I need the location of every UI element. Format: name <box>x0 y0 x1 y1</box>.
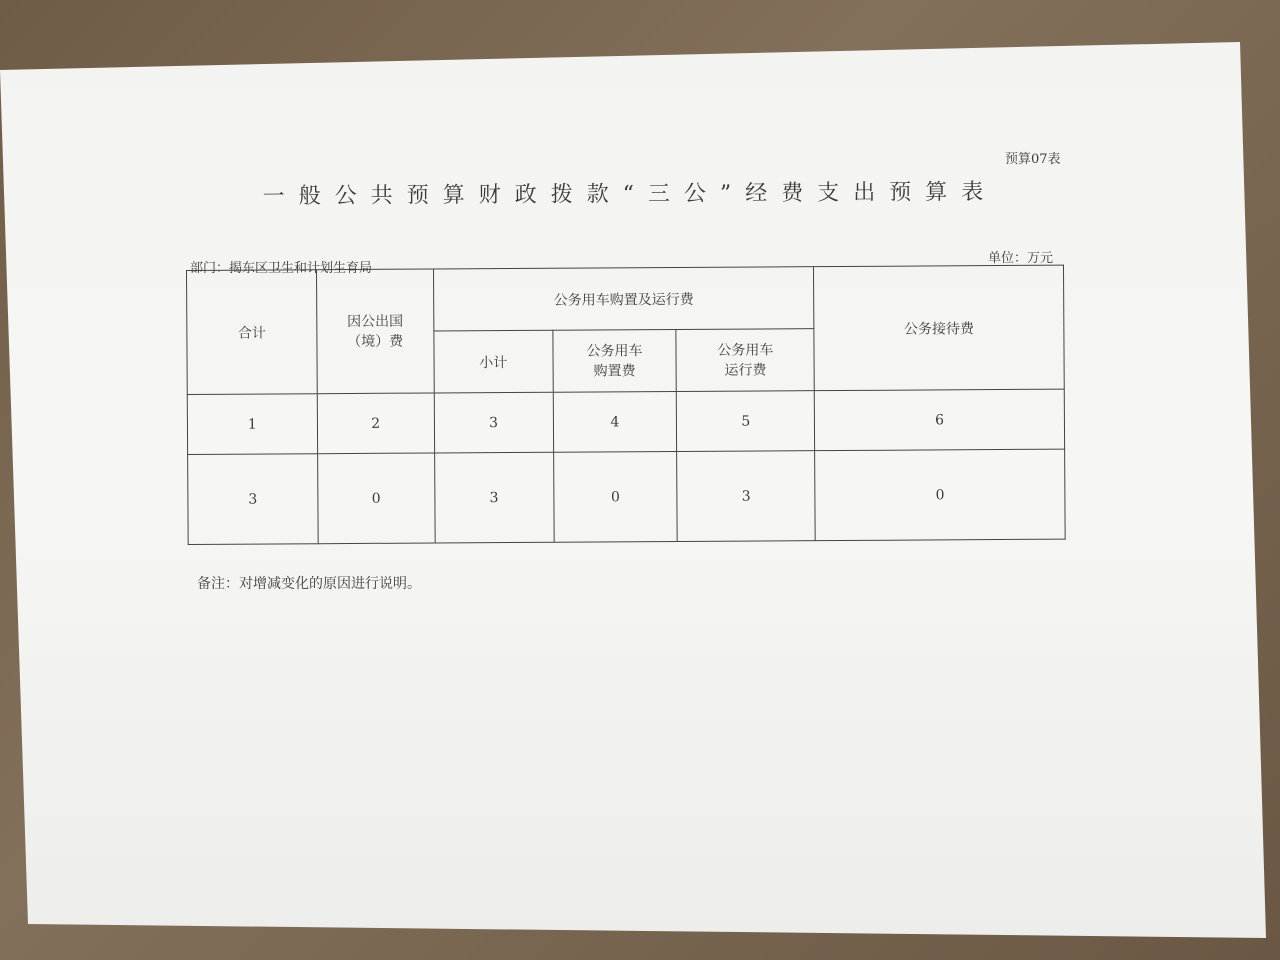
value-cell-overseas: 0 <box>317 453 434 544</box>
header-total: 合计 <box>187 270 318 395</box>
header-reception: 公务接待费 <box>814 265 1064 391</box>
header-vehicle-purchase <box>552 330 676 393</box>
index-cell: 4 <box>553 392 677 453</box>
header-overseas-line2: （境）费 <box>347 333 404 350</box>
header-subtotal: 小计 <box>434 330 553 393</box>
department-label: 部门：揭东区卫生和计划生育局 <box>190 261 373 276</box>
value-cell-reception: 0 <box>815 449 1065 541</box>
header-operation-line1: 公务用车 <box>717 341 774 359</box>
expense-table <box>186 265 1066 545</box>
value-cell-total: 3 <box>188 454 318 545</box>
header-vehicle-operation <box>676 329 814 392</box>
value-cell-operation: 3 <box>677 451 815 542</box>
header-overseas <box>316 269 434 394</box>
index-cell: 3 <box>434 392 553 453</box>
header-vehicle-group: 公务用车购置及运行费 <box>433 267 814 331</box>
form-code: 预算07表 <box>1005 152 1061 167</box>
header-overseas-line1: 因公出国 <box>347 313 404 330</box>
index-cell: 6 <box>815 389 1065 451</box>
document-title: 一般公共预算财政拨款“三公”经费支出预算表 <box>262 179 998 210</box>
index-cell: 1 <box>187 394 317 455</box>
unit-label: 单位：万元 <box>988 251 1054 266</box>
header-operation-line2: 运行费 <box>724 361 767 379</box>
expense-table-wrapper <box>186 265 1068 546</box>
index-cell: 2 <box>317 393 434 454</box>
header-purchase-line2: 购置费 <box>593 362 636 380</box>
index-cell: 5 <box>677 391 815 452</box>
value-row <box>188 449 1066 544</box>
remark-note: 备注：对增减变化的原因进行说明。 <box>197 576 421 592</box>
index-row <box>187 389 1064 454</box>
value-cell-purchase: 0 <box>553 452 677 543</box>
value-cell-subtotal: 3 <box>434 452 553 543</box>
header-row-1 <box>187 265 1064 332</box>
header-purchase-line1: 公务用车 <box>586 342 643 360</box>
